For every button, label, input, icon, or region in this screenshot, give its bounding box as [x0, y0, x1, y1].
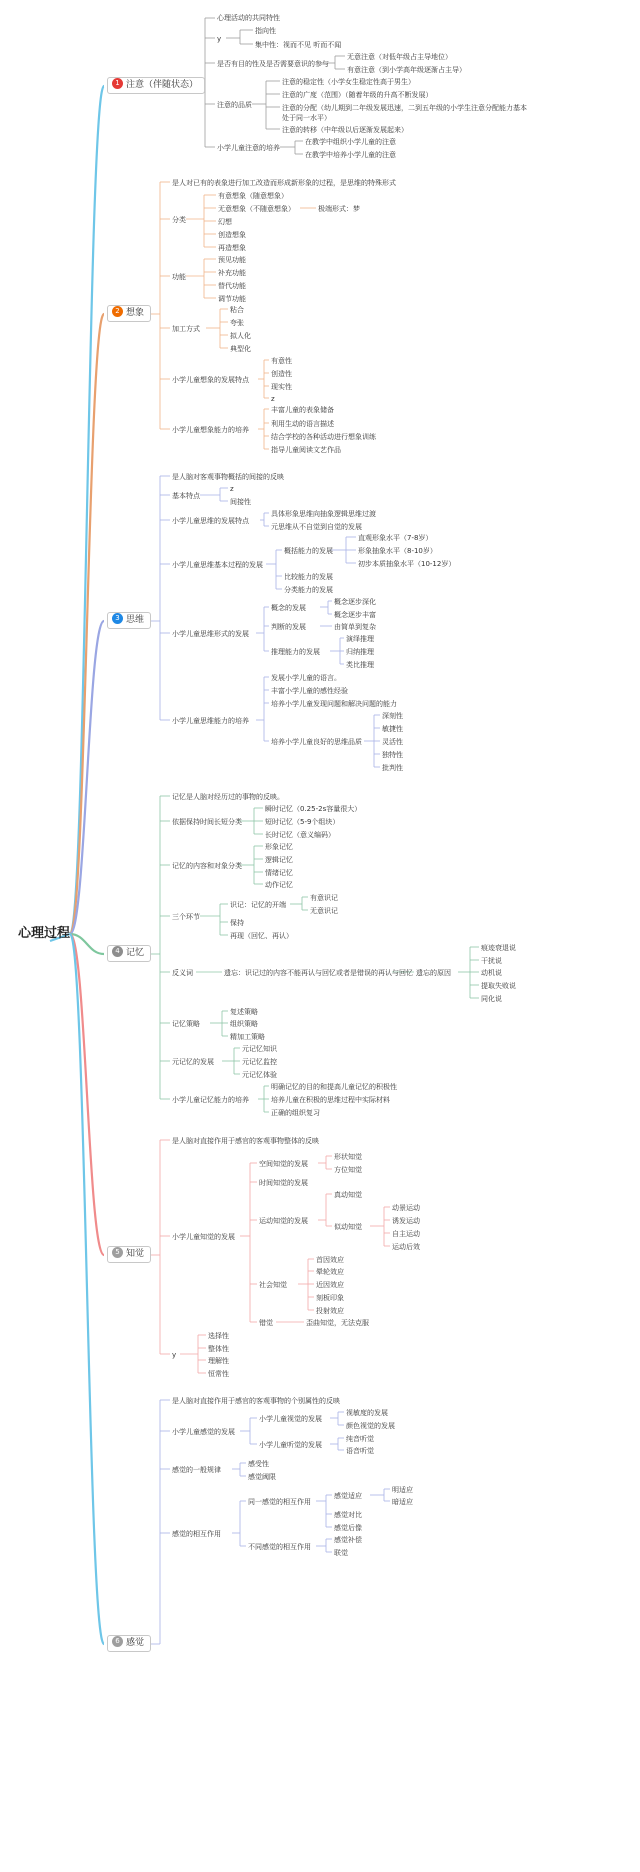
- node-text[interactable]: 典型化: [230, 345, 251, 353]
- node-text[interactable]: 长时记忆（意义编码）: [265, 831, 335, 839]
- category-label: 知觉: [126, 1249, 145, 1259]
- node-text[interactable]: 感觉补偿: [334, 1536, 362, 1544]
- node-text[interactable]: 自主运动: [392, 1230, 420, 1238]
- trunk-curve: [70, 86, 104, 934]
- node-text[interactable]: z: [271, 395, 275, 403]
- node-text[interactable]: 小学儿童注意的培养: [217, 144, 280, 152]
- node-text[interactable]: 创造想象: [218, 231, 246, 239]
- node-text[interactable]: 刻板印象: [316, 1294, 344, 1302]
- node-text[interactable]: 有意想象（随意想象）: [218, 192, 288, 200]
- node-text[interactable]: 精加工策略: [230, 1033, 265, 1041]
- node-text[interactable]: 幻想: [218, 218, 232, 226]
- category-number-badge: 5: [112, 1247, 123, 1258]
- node-text[interactable]: 近因效应: [316, 1281, 344, 1289]
- node-text[interactable]: 无意识记: [310, 907, 338, 915]
- node-text[interactable]: 概念逐步深化: [334, 598, 376, 606]
- node-text[interactable]: 感觉阈限: [248, 1473, 276, 1481]
- category-label: 想象: [126, 308, 145, 318]
- node-text[interactable]: 直观形象水平（7-8岁）: [358, 534, 433, 542]
- node-text[interactable]: 晕轮效应: [316, 1268, 344, 1276]
- category-number-badge: 1: [112, 78, 123, 89]
- category-number-badge: 2: [112, 306, 123, 317]
- category-attention[interactable]: [107, 77, 205, 94]
- node-text[interactable]: 真动知觉: [334, 1191, 362, 1199]
- node-text[interactable]: 培养小学儿童发现问题和解决问题的能力: [271, 700, 397, 708]
- node-text[interactable]: 归纳推理: [346, 648, 374, 656]
- node-text[interactable]: 痕迹衰退说: [481, 944, 516, 952]
- node-text[interactable]: 是人脑对直接作用于感官的客观事物的个别属性的反映: [172, 1397, 340, 1405]
- node-text[interactable]: 明确记忆的目的和提高儿童记忆的积极性: [271, 1083, 397, 1091]
- node-text[interactable]: 错觉: [259, 1319, 273, 1327]
- category-label: 感觉: [126, 1638, 145, 1648]
- node-text[interactable]: 无意想象（不随意想象）: [218, 205, 295, 213]
- node-text[interactable]: 独特性: [382, 751, 403, 759]
- node-text[interactable]: 是人对已有的表象进行加工改造而形成新形象的过程，是思维的特殊形式: [172, 179, 396, 187]
- node-text[interactable]: 空间知觉的发展: [259, 1160, 308, 1168]
- node-text[interactable]: 替代功能: [218, 282, 246, 290]
- node-text[interactable]: 概括能力的发展: [284, 547, 333, 555]
- node-text[interactable]: 小学儿童听觉的发展: [259, 1441, 322, 1449]
- category-number-badge: 3: [112, 613, 123, 624]
- node-text[interactable]: 提取失败说: [481, 982, 516, 990]
- node-text[interactable]: 指向性: [255, 27, 276, 35]
- node-text[interactable]: 加工方式: [172, 325, 200, 333]
- node-text[interactable]: 小学儿童想象的发展特点: [172, 376, 249, 384]
- node-text[interactable]: 识记：记忆的开端: [230, 901, 286, 909]
- node-text[interactable]: 拟人化: [230, 332, 251, 340]
- node-text[interactable]: 深刻性: [382, 712, 403, 720]
- node-text[interactable]: 推理能力的发展: [271, 648, 320, 656]
- node-text[interactable]: 元记忆体验: [242, 1071, 277, 1079]
- node-text[interactable]: 丰富小学儿童的感性经验: [271, 687, 348, 695]
- node-text[interactable]: 补充功能: [218, 269, 246, 277]
- node-text[interactable]: 敏捷性: [382, 725, 403, 733]
- node-text[interactable]: 联觉: [334, 1549, 348, 1557]
- node-text[interactable]: 再现（回忆、再认）: [230, 932, 293, 940]
- node-text[interactable]: 无意注意（对低年级占主导地位）: [347, 53, 452, 61]
- node-text[interactable]: 注意的分配（幼儿期到二年级发展迅速，二到五年级的小学生注意分配能力基本: [282, 104, 527, 112]
- node-text[interactable]: 小学儿童思维形式的发展: [172, 630, 249, 638]
- node-text[interactable]: 元记忆知识: [242, 1045, 277, 1053]
- category-number-badge: 4: [112, 946, 123, 957]
- node-text[interactable]: 投射效应: [316, 1307, 344, 1315]
- trunk-curve: [70, 934, 104, 1644]
- node-text[interactable]: 注意的稳定性（小学女生稳定性高于男生）: [282, 78, 415, 86]
- node-text[interactable]: 分类: [172, 216, 186, 224]
- node-text[interactable]: 小学儿童感觉的发展: [172, 1428, 235, 1436]
- node-text[interactable]: 培养儿童在积极的思维过程中实际材料: [271, 1096, 390, 1104]
- node-text[interactable]: 依据保持时间长短分类: [172, 818, 242, 826]
- node-text[interactable]: 视敏度的发展: [346, 1409, 388, 1417]
- node-text[interactable]: 有意注意（到小学高年级逐渐占主导）: [347, 66, 466, 74]
- node-text[interactable]: 注意的广度（范围）（随着年级的升高不断发展）: [282, 91, 433, 99]
- node-text[interactable]: 概念逐步丰富: [334, 611, 376, 619]
- node-text[interactable]: 元思维从不自觉到自觉的发展: [271, 523, 362, 531]
- node-text[interactable]: 灵活性: [382, 738, 403, 746]
- node-text[interactable]: y: [172, 1351, 177, 1359]
- category-memory[interactable]: [107, 945, 151, 962]
- node-text[interactable]: 由简单到复杂: [334, 623, 376, 631]
- node-text[interactable]: y: [217, 35, 222, 43]
- node-text[interactable]: 现实性: [271, 383, 292, 391]
- node-text[interactable]: 明适应: [392, 1486, 413, 1494]
- node-text[interactable]: 感觉的相互作用: [172, 1530, 221, 1538]
- node-text[interactable]: 形状知觉: [334, 1153, 362, 1161]
- node-text[interactable]: 感觉的一般规律: [172, 1466, 221, 1474]
- node-text[interactable]: 间接性: [230, 498, 251, 506]
- node-text[interactable]: 分类能力的发展: [284, 586, 333, 594]
- node-text[interactable]: 不同感觉的相互作用: [248, 1543, 311, 1551]
- node-text[interactable]: 保持: [230, 919, 244, 927]
- node-text[interactable]: 批判性: [382, 764, 403, 772]
- node-text[interactable]: 感觉适应: [334, 1492, 362, 1500]
- node-text[interactable]: 选择性: [208, 1332, 229, 1340]
- node-text[interactable]: 运动后效: [392, 1243, 420, 1251]
- node-text[interactable]: 心理活动的共同特性: [217, 14, 280, 22]
- node-text[interactable]: 诱发运动: [392, 1217, 420, 1225]
- node-text[interactable]: 小学儿童知觉的发展: [172, 1233, 235, 1241]
- node-text[interactable]: 三个环节: [172, 913, 200, 921]
- node-text[interactable]: 创造性: [271, 370, 292, 378]
- node-text[interactable]: 粘合: [230, 306, 244, 314]
- node-text[interactable]: 语音听觉: [346, 1447, 374, 1455]
- node-text[interactable]: 比较能力的发展: [284, 573, 333, 581]
- node-text[interactable]: 感受性: [248, 1460, 269, 1468]
- node-text[interactable]: 再造想象: [218, 244, 246, 252]
- node-text[interactable]: 调节功能: [218, 295, 246, 303]
- node-text[interactable]: 培养小学儿童良好的思维品质: [271, 738, 362, 746]
- node-text[interactable]: 反义词: [172, 969, 193, 977]
- node-text[interactable]: 发展小学儿童的语言。: [271, 674, 341, 682]
- node-text[interactable]: 小学儿童思维基本过程的发展: [172, 561, 263, 569]
- node-text[interactable]: 夸张: [230, 319, 244, 327]
- node-text[interactable]: 小学儿童想象能力的培养: [172, 426, 249, 434]
- node-text[interactable]: 动作记忆: [265, 881, 293, 889]
- node-text[interactable]: 似动知觉: [334, 1223, 362, 1231]
- node-text[interactable]: 注意的转移（中年级以后逐渐发展起来）: [282, 126, 408, 134]
- node-text[interactable]: 具体形象思维向抽象逻辑思维过渡: [271, 510, 376, 518]
- node-text[interactable]: 遗忘：识记过的内容不能再认与回忆或者是错误的再认与回忆: [224, 969, 413, 977]
- node-text[interactable]: 感觉对比: [334, 1511, 362, 1519]
- category-label: 注意（伴随状态）: [126, 80, 199, 90]
- category-thinking[interactable]: [107, 612, 151, 629]
- node-text[interactable]: 小学儿童视觉的发展: [259, 1415, 322, 1423]
- category-perception[interactable]: [107, 1246, 151, 1263]
- node-text[interactable]: 基本特点: [172, 492, 200, 500]
- node-text[interactable]: 形象抽象水平（8-10岁）: [358, 547, 437, 555]
- node-text[interactable]: 记忆的内容和对象分类: [172, 862, 242, 870]
- node-text[interactable]: 整体性: [208, 1345, 229, 1353]
- node-text[interactable]: 类比推理: [346, 661, 374, 669]
- node-text[interactable]: 理解性: [208, 1357, 229, 1365]
- node-text[interactable]: 情绪记忆: [265, 869, 293, 877]
- node-text[interactable]: 初步本质抽象水平（10-12岁）: [358, 560, 456, 568]
- node-text[interactable]: 记忆策略: [172, 1020, 200, 1028]
- node-text[interactable]: 是人脑对直接作用于感官的客观事物整体的反映: [172, 1137, 319, 1145]
- node-text[interactable]: 干扰说: [481, 957, 502, 965]
- node-text[interactable]: 处于同一水平）: [282, 114, 331, 122]
- node-text[interactable]: 集中性：视而不见 听而不闻: [255, 41, 342, 49]
- trunk-curve: [70, 314, 104, 934]
- node-text[interactable]: 正确的组织复习: [271, 1109, 320, 1117]
- node-text[interactable]: 组织策略: [230, 1020, 258, 1028]
- category-label: 思维: [126, 615, 145, 625]
- node-text[interactable]: 社会知觉: [259, 1281, 287, 1289]
- category-label: 记忆: [126, 948, 145, 958]
- node-text[interactable]: 瞬时记忆（0.25-2s容量很大）: [265, 805, 362, 813]
- node-text[interactable]: 在教学中组织小学儿童的注意: [305, 138, 396, 146]
- node-text[interactable]: 颜色视觉的发展: [346, 1422, 395, 1430]
- category-sensation[interactable]: [107, 1635, 151, 1652]
- node-text[interactable]: 小学儿童记忆能力的培养: [172, 1096, 249, 1104]
- node-text[interactable]: 歪曲知觉，无法克服: [306, 1319, 369, 1327]
- node-text[interactable]: 短时记忆（5-9个组块）: [265, 818, 340, 826]
- node-text[interactable]: 复述策略: [230, 1008, 258, 1016]
- node-text[interactable]: 记忆是人脑对经历过的事物的反映。: [172, 793, 284, 801]
- node-text[interactable]: 极端形式：梦: [318, 205, 360, 213]
- node-text[interactable]: 方位知觉: [334, 1166, 362, 1174]
- node-text[interactable]: 恒常性: [208, 1370, 229, 1378]
- category-number-badge: 6: [112, 1636, 123, 1647]
- node-text[interactable]: 感觉后像: [334, 1524, 362, 1532]
- node-text[interactable]: 是人脑对客观事物概括的间接的反映: [172, 473, 284, 481]
- node-text[interactable]: 在教学中培养小学儿童的注意: [305, 151, 396, 159]
- node-text[interactable]: 元记忆监控: [242, 1058, 277, 1066]
- node-text[interactable]: 演绎推理: [346, 635, 374, 643]
- node-text[interactable]: 预见功能: [218, 256, 246, 264]
- node-text[interactable]: 元记忆的发展: [172, 1058, 214, 1066]
- node-text[interactable]: 概念的发展: [271, 604, 306, 612]
- category-imagination[interactable]: [107, 305, 151, 322]
- node-text[interactable]: z: [230, 485, 234, 493]
- root-node[interactable]: 心理过程: [18, 926, 71, 941]
- node-text[interactable]: 纯音听觉: [346, 1435, 374, 1443]
- node-text[interactable]: 小学儿童思维能力的培养: [172, 717, 249, 725]
- node-text[interactable]: 时间知觉的发展: [259, 1179, 308, 1187]
- node-text[interactable]: 功能: [172, 273, 186, 281]
- node-text[interactable]: 判断的发展: [271, 623, 306, 631]
- node-text[interactable]: 利用生动的语言描述: [271, 420, 334, 428]
- node-text[interactable]: 是否有目的性及是否需要意识的参与: [217, 60, 329, 68]
- node-text[interactable]: 首因效应: [316, 1256, 344, 1264]
- node-text[interactable]: 小学儿童思维的发展特点: [172, 517, 249, 525]
- trunk-curve: [70, 621, 104, 934]
- node-text[interactable]: 遗忘的原因: [416, 969, 451, 977]
- node-text[interactable]: 丰富儿童的表象储备: [271, 406, 334, 414]
- node-text[interactable]: 有意性: [271, 357, 292, 365]
- node-text[interactable]: 注意的品质: [217, 101, 252, 109]
- node-text[interactable]: 暗适应: [392, 1498, 413, 1506]
- trunk-curve: [70, 934, 104, 1255]
- node-text[interactable]: 逻辑记忆: [265, 856, 293, 864]
- node-text[interactable]: 同一感觉的相互作用: [248, 1498, 311, 1506]
- node-text[interactable]: 有意识记: [310, 894, 338, 902]
- node-text[interactable]: 同化说: [481, 995, 502, 1003]
- node-text[interactable]: 动景运动: [392, 1204, 420, 1212]
- node-text[interactable]: 结合学校的各种活动进行想象训练: [271, 433, 376, 441]
- node-text[interactable]: 指导儿童阅读文艺作品: [271, 446, 341, 454]
- node-text[interactable]: 形象记忆: [265, 843, 293, 851]
- node-text[interactable]: 运动知觉的发展: [259, 1217, 308, 1225]
- node-text[interactable]: 动机说: [481, 969, 502, 977]
